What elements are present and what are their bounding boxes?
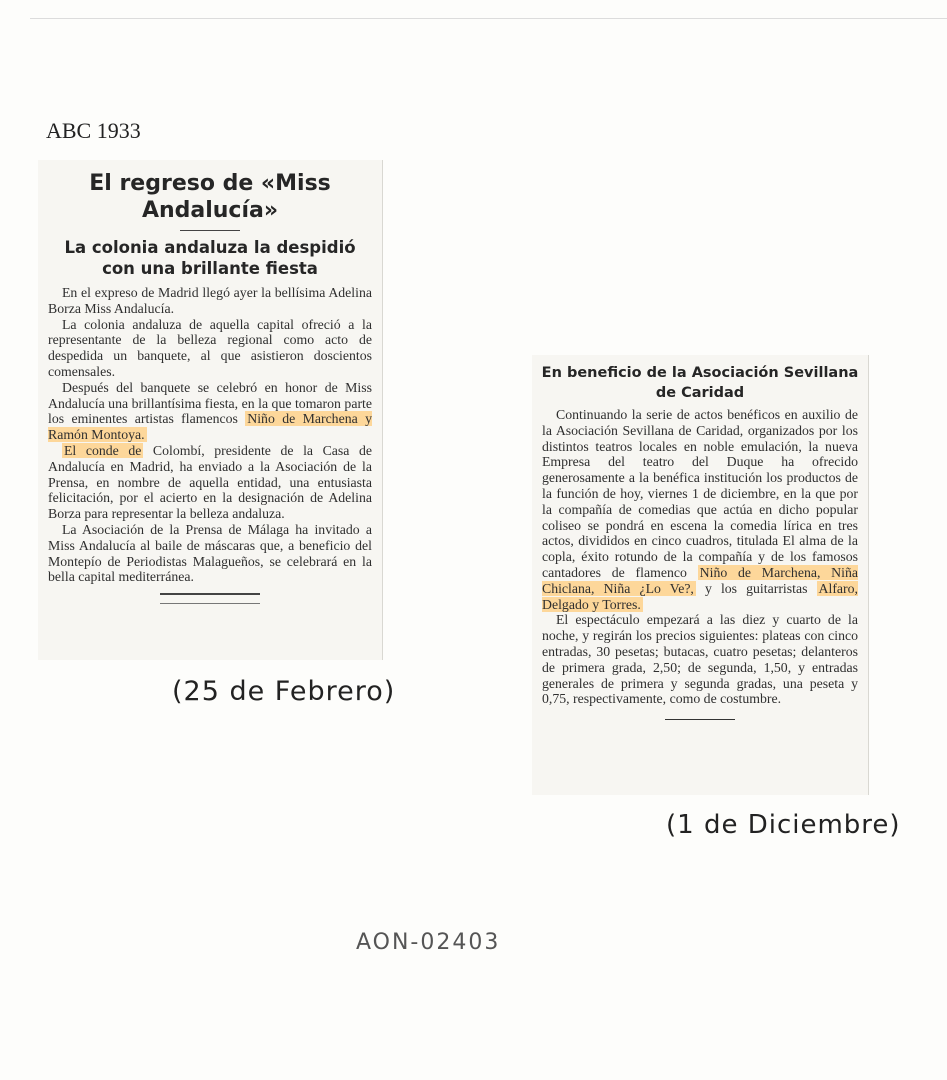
- highlighted-text: Niño de Marchena y Ramón Montoya.: [48, 411, 372, 443]
- clipping2-paragraph: El espectáculo empezará a las diez y cuarto de la noche, y regirán los precios siguientes: plateas con cinco entradas, 30 pesetas; butacas, cuatro pesetas; delanteros de primera grada, 2,50; de segunda, 1,50, y entradas generales de primera y segunda gradas, una peseta y 0,75, respectivamente, como de costumbre.: [542, 612, 858, 707]
- clipping1-body: [48, 285, 372, 585]
- paragraph-text: Continuando la serie de actos benéficos en auxilio de la Asociación Sevillana de Caridad, organizados por los distintos teatros locales en noble emulación, la nueva Empresa del teatro del Duque ha ofrecido generosamente a la benéfica institución los productos de la función de hoy, viernes 1 de diciembre, en la que por la compañía de comedias que actúa en dicho popular coliseo se pondrá en escena la comedia lírica en tres actos, divididos en cinco cuadros, titulada El alma de la copla, éxito rotundo de la compañía y de los famosos cantadores de flamenco: [542, 407, 858, 580]
- top-border-line: [30, 18, 947, 19]
- clipping2-paragraph: [542, 407, 858, 612]
- ornament-divider: [160, 593, 260, 604]
- end-rule: [665, 719, 735, 720]
- highlighted-text: El conde de: [64, 442, 142, 458]
- clipping1-paragraph: La colonia andaluza de aquella capital ofreció a la representante de la belleza regional como acto de despedida un banquete, al que asistieron doscientos comensales.: [48, 316, 372, 379]
- paragraph-text: y los guitarristas: [695, 580, 817, 596]
- highlighted-text: Niño de Marchena, Niña Chiclana, Niña ¿Lo Ve?,: [542, 564, 859, 596]
- clipping1-paragraph: [48, 443, 372, 522]
- source-label: ABC 1933: [46, 118, 141, 143]
- highlighted-text: Alfaro, Delgado y Torres.: [542, 580, 858, 612]
- archive-reference: AON-02403: [356, 930, 501, 955]
- clipping1-headline: El regreso de «Miss Andalucía»: [89, 171, 331, 223]
- paragraph-text: Colombí, presidente de la Casa de Andalucía en Madrid, ha enviado a la Asociación de la Prensa, en nombre de aquella entidad, una entusiasta felicitación, por el acierto en la designación de Adelina Borza para representar la belleza andaluza.: [48, 442, 372, 522]
- clipping2-body: [542, 407, 858, 707]
- headline-separator: [180, 230, 240, 231]
- clipping2-headline: En beneficio de la Asociación Sevillana de Caridad: [541, 365, 859, 401]
- clipping-asociacion-sevillana: [532, 355, 869, 795]
- clipping-miss-andalucia: [38, 160, 383, 660]
- clipping1-subheadline: La colonia andaluza la despidió con una brillante fiesta: [64, 238, 356, 278]
- clipping1-paragraph: La Asociación de la Prensa de Málaga ha invitado a Miss Andalucía al baile de máscaras que, a beneficio del Montepío de Periodistas Malagueños, se celebrará en la bella capital mediterránea.: [48, 521, 372, 585]
- paragraph-text: Después del banquete se celebró en honor de Miss Andalucía una brillantísima fiesta, en la que tomaron parte los eminentes artistas flamencos: [48, 379, 372, 427]
- clipping1-paragraph: En el expreso de Madrid llegó ayer la bellísima Adelina Borza Miss Andalucía.: [48, 285, 372, 316]
- handwritten-date: (25 de Febrero): [172, 676, 396, 707]
- handwritten-date: (1 de Diciembre): [666, 810, 901, 840]
- clipping1-paragraph: [48, 380, 372, 443]
